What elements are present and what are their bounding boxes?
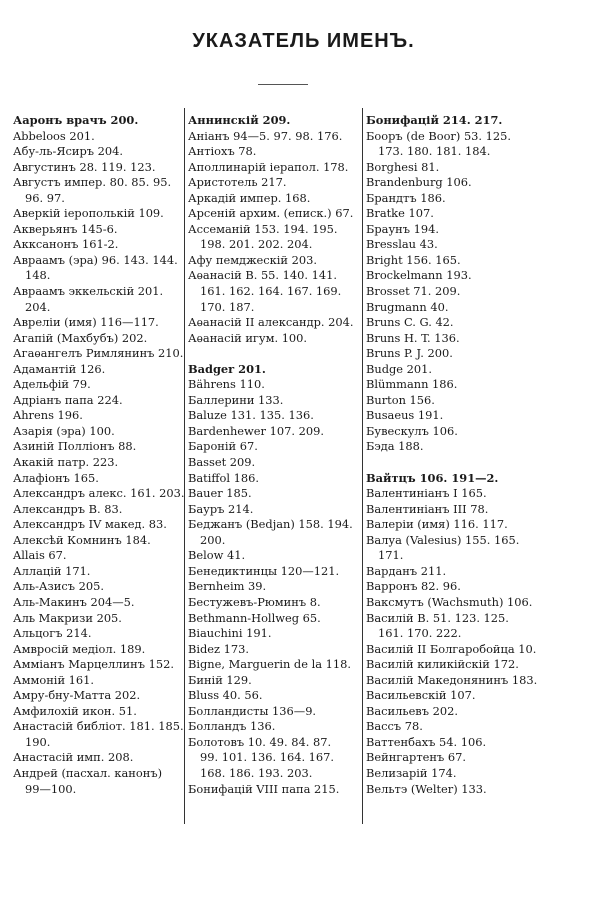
index-entry: Brockelmann 193. <box>366 268 472 283</box>
index-entry: Биній 129. <box>188 672 252 687</box>
index-entry: Акакій патр. 223. <box>13 455 119 470</box>
index-entry: Bauer 185. <box>188 486 252 501</box>
index-entry: Вейнгартенъ 67. <box>366 750 466 765</box>
index-entry-continuation: 161. 162. 164. 167. 169. <box>200 284 342 299</box>
index-entry-continuation: 168. 186. 193. 203. <box>200 765 313 780</box>
index-entry: Аѳанасій игум. 100. <box>188 330 308 345</box>
index-entry: Азарія (эра) 100. <box>13 423 115 438</box>
index-entry: Blümmann 186. <box>366 377 458 392</box>
index-entry: Брандтъ 186. <box>366 190 446 205</box>
index-entry: Вельтэ (Welter) 133. <box>366 781 487 796</box>
index-entry: Вайтцъ 106. 191—2. <box>366 470 499 485</box>
index-entry: Василій Македонянинъ 183. <box>366 672 538 687</box>
index-entry: Аѳанасій II александр. 204. <box>188 315 354 330</box>
index-entry: Альцогъ 214. <box>13 626 92 641</box>
index-entry-continuation: 99—100. <box>25 781 77 796</box>
index-entry: Антіохъ 78. <box>188 144 257 159</box>
index-entry: Беджанъ (Bedjan) 158. 194. <box>188 517 353 532</box>
index-entry-continuation: 171. <box>378 548 404 563</box>
index-entry: Азиній Полліонъ 88. <box>13 439 137 454</box>
index-entry: Бенедиктинцы 120—121. <box>188 563 340 578</box>
index-entry: Васильевъ 202. <box>366 703 458 718</box>
index-entry: Болотовъ 10. 49. 84. 87. <box>188 734 332 749</box>
index-entry: Бонифацій 214. 217. <box>366 113 503 127</box>
index-entry: Валуа (Valesius) 155. 165. <box>366 532 520 547</box>
index-entry: Ассеманій 153. 194. 195. <box>188 221 338 236</box>
index-entry: Амфилохій икон. 51. <box>13 703 137 718</box>
index-entry: Bährens 110. <box>188 377 265 392</box>
index-entry: Агаѳангелъ Римлянинъ 210. <box>13 346 184 361</box>
index-entry: Арсеній архим. (еписк.) 67. <box>188 206 354 221</box>
index-entry: Bidez 173. <box>188 641 250 656</box>
index-entry-continuation: 99. 101. 136. 164. 167. <box>200 750 335 765</box>
index-entry: Bernheim 39. <box>188 579 267 594</box>
index-entry: Badger 201. <box>188 361 266 376</box>
index-entry: Андрей (пасхал. канонъ) <box>13 765 163 780</box>
index-entry: Василій В. 51. 123. 125. <box>366 610 509 625</box>
index-entry: Александръ алекс. 161. 203. <box>13 486 185 501</box>
index-entry: Biauchini 191. <box>188 626 272 641</box>
index-entry-continuation: 96. 97. <box>25 190 65 205</box>
index-entry: Bratke 107. <box>366 206 434 221</box>
page-title: УКАЗАТЕЛЬ ИМЕНЪ. <box>192 30 415 52</box>
index-entry: Августинъ 28. 119. 123. <box>13 159 156 174</box>
index-entry: Basset 209. <box>188 455 256 470</box>
index-entry: Аристотель 217. <box>188 175 287 190</box>
title-rule <box>258 84 308 85</box>
index-entry-continuation: 170. 187. <box>200 299 255 314</box>
index-entry: Bethmann-Hollweg 65. <box>188 610 321 625</box>
index-entry: Бонифацій VIII папа 215. <box>188 781 340 796</box>
index-entry-continuation: 161. 170. 222. <box>378 626 462 641</box>
index-entry: Адріанъ папа 224. <box>13 392 123 407</box>
index-entry-continuation: 148. <box>25 268 51 283</box>
index-entry: Бароній 67. <box>188 439 258 454</box>
section-gap <box>366 455 544 471</box>
index-entry-continuation: 200. <box>200 532 226 547</box>
index-entry: Bluss 40. 56. <box>188 688 263 703</box>
index-entry: Браунъ 194. <box>366 221 439 236</box>
index-entry: Адельфій 79. <box>13 377 91 392</box>
index-entry: Аполлинарій іерапол. 178. <box>188 159 349 174</box>
index-entry: Анастасій библіот. 181. 185. <box>13 719 184 734</box>
index-entry-continuation: 204. <box>25 299 51 314</box>
index-entry: Bigne, Marguerin de la 118. <box>188 657 352 672</box>
index-entry: Амвросій медіол. 189. <box>13 641 146 656</box>
index-entry: Bruns C. G. 42. <box>366 315 454 330</box>
index-entry: Аль-Макинъ 204—5. <box>13 594 135 609</box>
index-entry: Василій киликійскій 172. <box>366 657 519 672</box>
index-entry: Варданъ 211. <box>366 563 447 578</box>
index-entry: Амру-бну-Матта 202. <box>13 688 141 703</box>
index-entry: Abbeloos 201. <box>13 128 95 143</box>
index-entry: Бооръ (de Boor) 53. 125. <box>366 128 512 143</box>
index-entry: Авраамъ (эра) 96. 143. 144. <box>13 252 178 267</box>
index-entry: Адамантій 126. <box>13 361 106 376</box>
index-entry: Bardenhewer 107. 209. <box>188 423 324 438</box>
index-entry: Амміанъ Марцеллинъ 152. <box>13 657 174 672</box>
index-entry: Brugmann 40. <box>366 299 449 314</box>
index-entry: Бестужевъ-Рюминъ 8. <box>188 594 321 609</box>
index-entry: Аллацій 171. <box>13 563 91 578</box>
column-divider-2 <box>362 108 363 824</box>
index-entry: Аверкій іерополькій 109. <box>13 206 164 221</box>
index-entry: Августъ импер. 80. 85. 95. <box>13 175 172 190</box>
index-entry: Алафіонъ 165. <box>13 470 99 485</box>
index-entry: Валеріи (имя) 116. 117. <box>366 517 508 532</box>
index-entry: Вассъ 78. <box>366 719 423 734</box>
index-entry: Афу пемджескій 203. <box>188 252 318 267</box>
index-entry-continuation: 173. 180. 181. 184. <box>378 144 491 159</box>
index-entry: Валентиніанъ I 165. <box>366 486 487 501</box>
index-entry: Ааронъ врачъ 200. <box>13 113 139 127</box>
index-entry: Allais 67. <box>13 548 67 563</box>
index-entry: Budge 201. <box>366 361 433 376</box>
index-entry: Аркадій импер. 168. <box>188 190 311 205</box>
index-entry: Велизарій 174. <box>366 765 457 780</box>
index-entry: Абу-ль-Ясиръ 204. <box>13 144 124 159</box>
index-entry: Александръ В. 83. <box>13 501 123 516</box>
index-entry: Авраамъ эккельскій 201. <box>13 284 164 299</box>
index-entry: Аніанъ 94—5. 97. 98. 176. <box>188 128 343 143</box>
index-entry: Васильевскій 107. <box>366 688 476 703</box>
index-column-1 <box>13 113 188 797</box>
index-entry-continuation: 190. <box>25 734 51 749</box>
index-entry: Busaeus 191. <box>366 408 444 423</box>
index-entry: Валентиніанъ III 78. <box>366 501 489 516</box>
index-entry: Аль-Азисъ 205. <box>13 579 104 594</box>
index-entry: Акверьянъ 145-6. <box>13 221 118 236</box>
index-entry: Brandenburg 106. <box>366 175 472 190</box>
index-entry-continuation: 198. 201. 202. 204. <box>200 237 313 252</box>
index-column-2 <box>188 113 360 797</box>
index-entry: Bright 156. 165. <box>366 252 461 267</box>
index-entry: Баллерини 133. <box>188 392 284 407</box>
index-entry: Александръ IV макед. 83. <box>13 517 167 532</box>
index-entry: Ваттенбахъ 54. 106. <box>366 734 487 749</box>
index-entry: Baluze 131. 135. 136. <box>188 408 314 423</box>
index-entry: Аѳанасій В. 55. 140. 141. <box>188 268 338 283</box>
index-entry: Batiffol 186. <box>188 470 259 485</box>
section-gap <box>188 346 360 362</box>
index-entry: Бувескулъ 106. <box>366 423 458 438</box>
index-entry: Bruns H. T. 136. <box>366 330 460 345</box>
index-entry: Болландъ 136. <box>188 719 276 734</box>
index-entry: Аннинскій 209. <box>188 113 291 127</box>
index-entry: Borghesi 81. <box>366 159 440 174</box>
index-entry: Bresslau 43. <box>366 237 438 252</box>
index-column-3 <box>366 113 544 797</box>
index-entry: Brosset 71. 209. <box>366 284 461 299</box>
index-entry: Аммоній 161. <box>13 672 95 687</box>
index-entry: Аль Макризи 205. <box>13 610 122 625</box>
index-entry: Василій II Болгаробойца 10. <box>366 641 537 656</box>
index-entry: Burton 156. <box>366 392 435 407</box>
index-entry: Болландисты 136—9. <box>188 703 317 718</box>
index-entry: Ahrens 196. <box>13 408 83 423</box>
index-entry: Бэда 188. <box>366 439 424 454</box>
index-entry: Агапій (Махбубъ) 202. <box>13 330 148 345</box>
index-entry: Ваксмутъ (Wachsmuth) 106. <box>366 594 533 609</box>
index-entry: Алексѣй Комнинъ 184. <box>13 532 151 547</box>
index-entry: Акксанонъ 161-2. <box>13 237 119 252</box>
index-entry: Бауръ 214. <box>188 501 254 516</box>
index-entry: Варронъ 82. 96. <box>366 579 461 594</box>
index-entry: Below 41. <box>188 548 246 563</box>
index-entry: Bruns P. J. 200. <box>366 346 453 361</box>
index-entry: Авреліи (имя) 116—117. <box>13 315 159 330</box>
index-entry: Анастасій имп. 208. <box>13 750 134 765</box>
